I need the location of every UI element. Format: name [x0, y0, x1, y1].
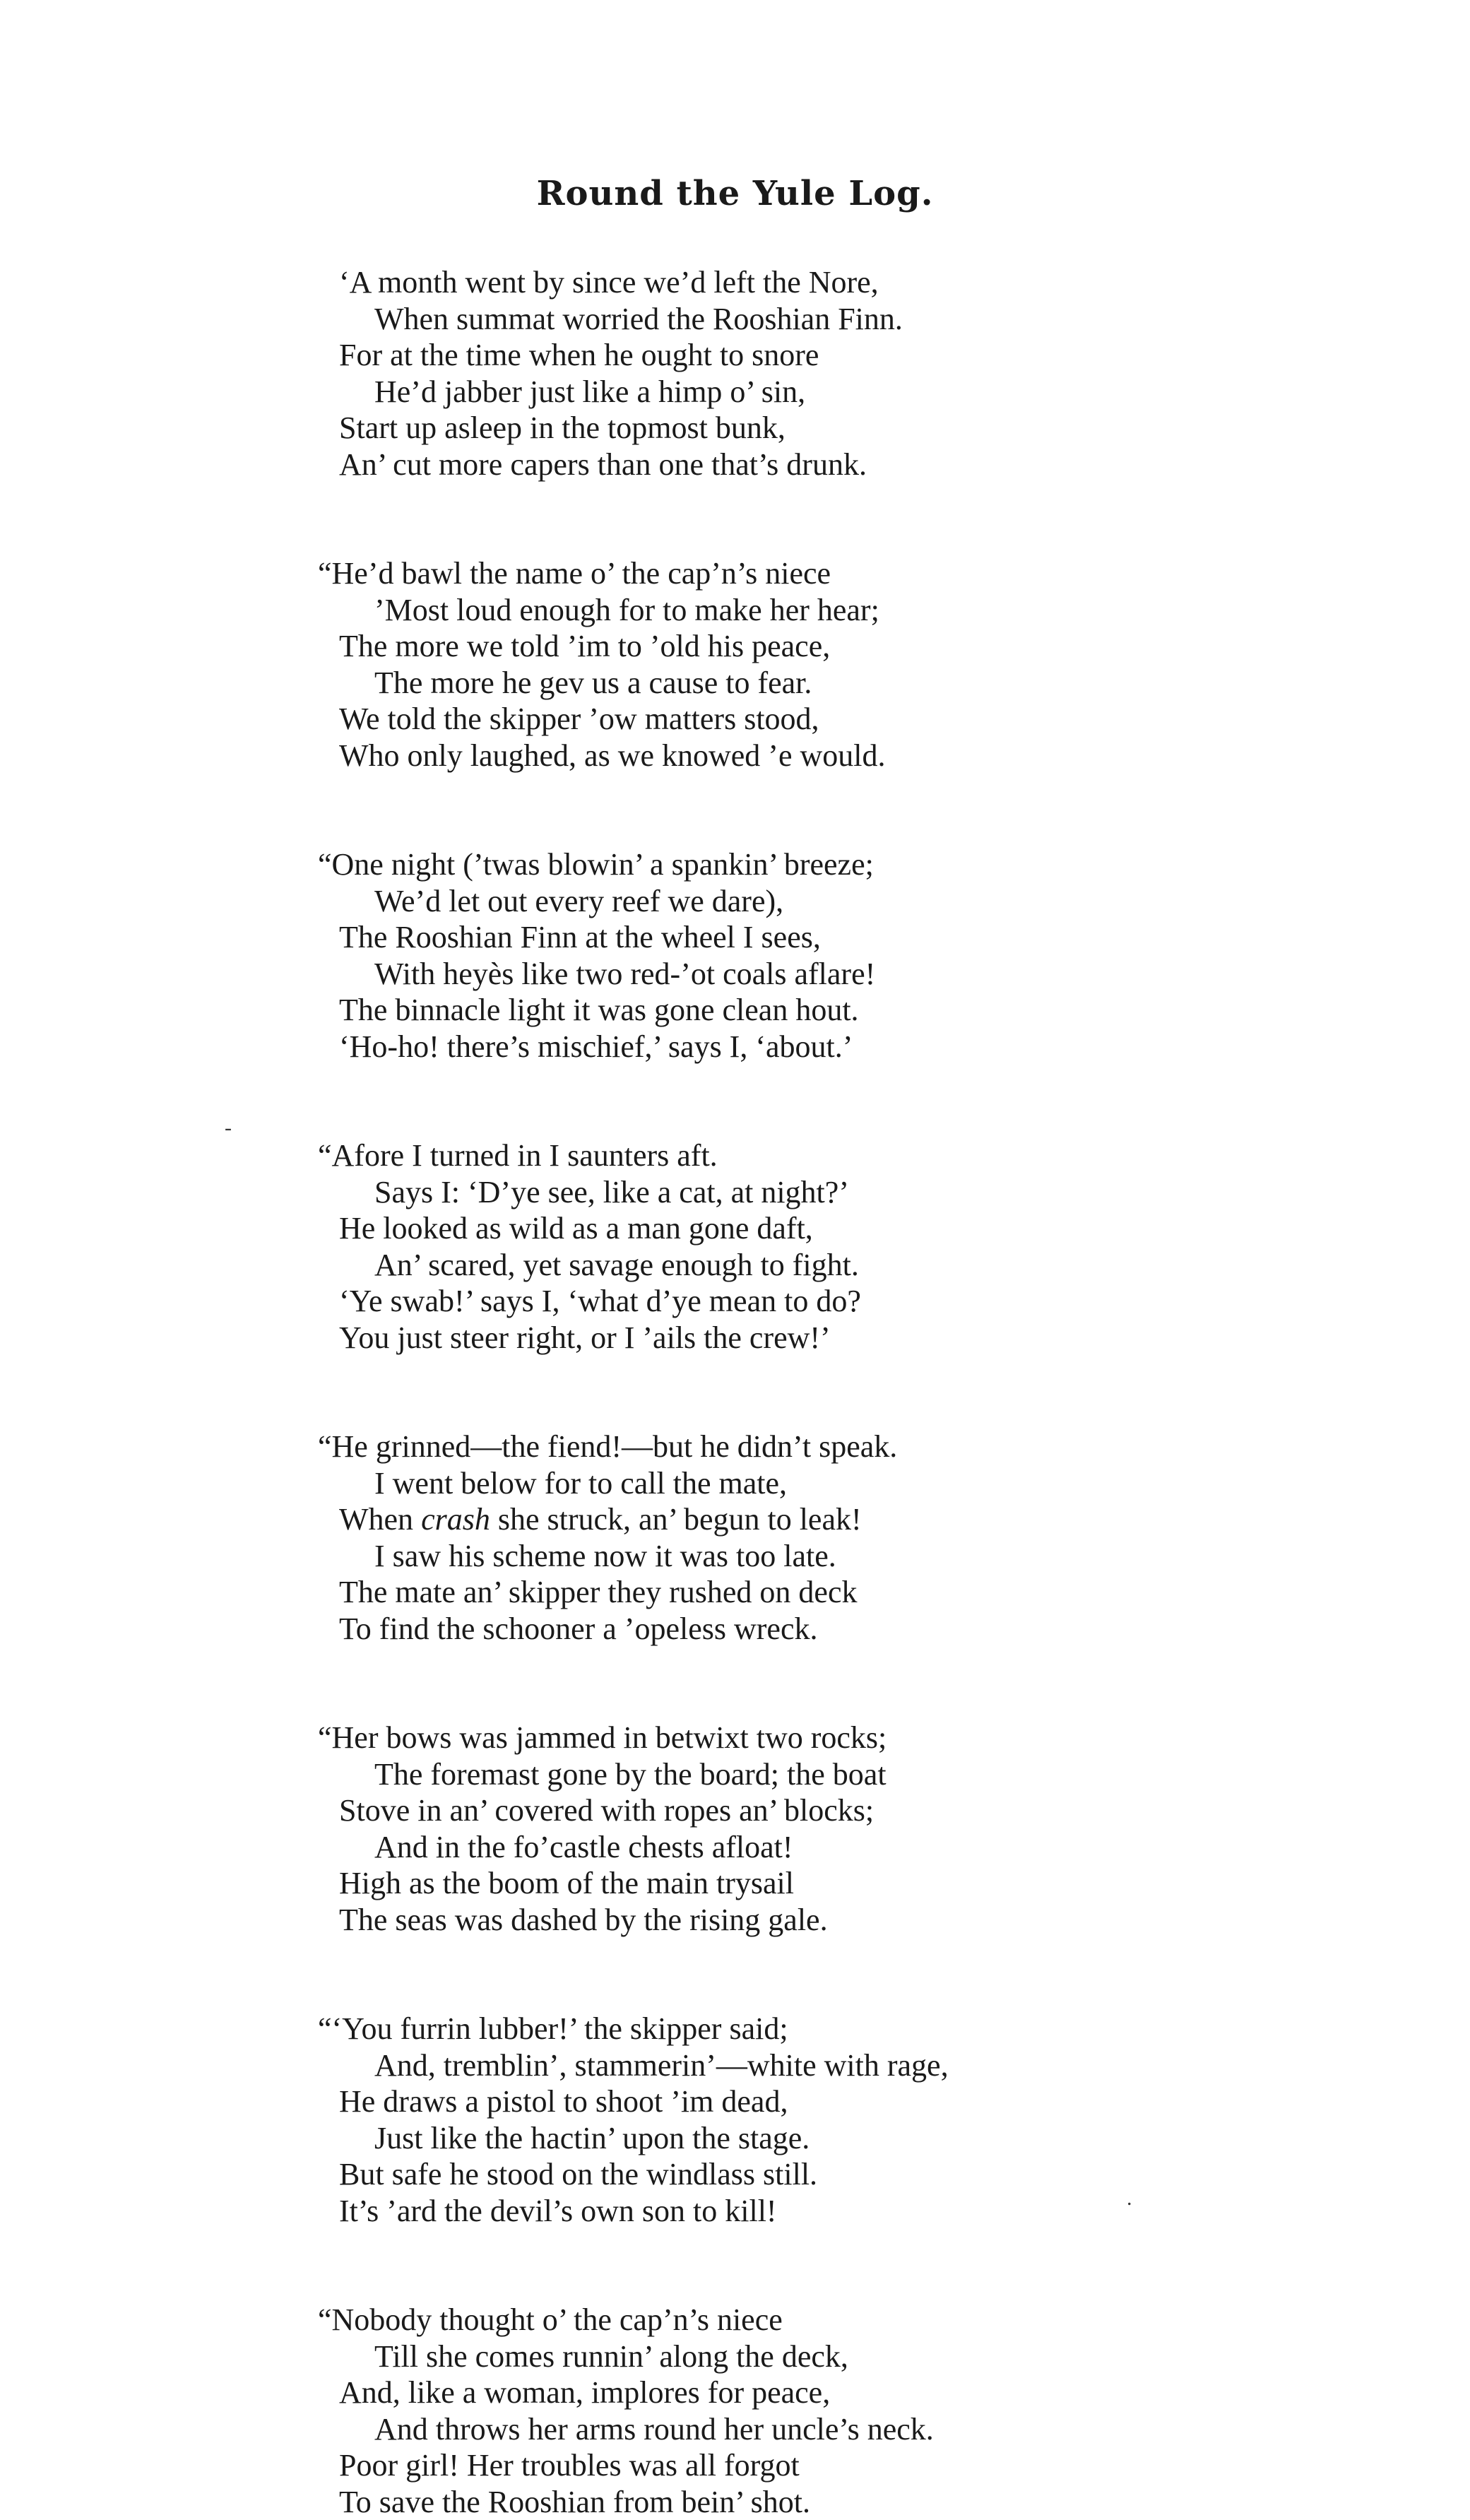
- poem-line: And, tremblin’, stammerin’—white with rage,: [339, 2047, 1257, 2084]
- poem-line: High as the boom of the main trysail: [339, 1865, 1257, 1902]
- poem-line: Stove in an’ covered with ropes an’ blocks;: [339, 1792, 1257, 1829]
- poem-line: You just steer right, or I ’ails the crew!’: [339, 1320, 1257, 1356]
- poem-line: “He grinned—the fiend!—but he didn’t speak.: [318, 1428, 1257, 1465]
- poem-line: “Her bows was jammed in betwixt two rocks;: [318, 1720, 1257, 1756]
- poem-line: He draws a pistol to shoot ’im dead,: [339, 2083, 1257, 2120]
- poem-line: When summat worried the Rooshian Finn.: [339, 301, 1257, 338]
- stanza-7: [339, 2011, 1257, 2229]
- poem-line: “Nobody thought o’ the cap’n’s niece: [318, 2302, 1257, 2338]
- poem-line: “One night (’twas blowin’ a spankin’ breeze;: [318, 846, 1257, 883]
- poem-line: An’ cut more capers than one that’s drunk.: [339, 446, 1257, 483]
- poem-line: But safe he stood on the windlass still.: [339, 2156, 1257, 2193]
- stanza-2: [339, 555, 1257, 774]
- poem-line: And in the fo’castle chests afloat!: [339, 1829, 1257, 1866]
- poem-line: The foremast gone by the board; the boat: [339, 1756, 1257, 1793]
- poem-line: He looked as wild as a man gone daft,: [339, 1210, 1257, 1247]
- poem-line: The mate an’ skipper they rushed on deck: [339, 1574, 1257, 1611]
- page-title: Round the Yule Log.: [0, 174, 1470, 213]
- poem-line: And throws her arms round her uncle’s neck.: [339, 2411, 1257, 2448]
- poem-line: ‘Ho-ho! there’s mischief,’ says I, ‘about.’: [339, 1029, 1257, 1065]
- stanza-4: [339, 1137, 1257, 1356]
- poem-line: “‘You furrin lubber!’ the skipper said;: [318, 2011, 1257, 2047]
- poem-line: ‘Ye swab!’ says I, ‘what d’ye mean to do?: [339, 1283, 1257, 1320]
- poem-line: We’d let out every reef we dare),: [339, 883, 1257, 920]
- poem-line: “Afore I turned in I saunters aft.: [318, 1137, 1257, 1174]
- stanza-8: [339, 2302, 1257, 2520]
- poem-line: An’ scared, yet savage enough to fight.: [339, 1247, 1257, 1284]
- poem-line: The Rooshian Finn at the wheel I sees,: [339, 919, 1257, 956]
- poem-line: ’Most loud enough for to make her hear;: [339, 592, 1257, 629]
- poem-line: Says I: ‘D’ye see, like a cat, at night?’: [339, 1174, 1257, 1211]
- margin-mark: .: [1127, 2187, 1132, 2211]
- margin-mark: -: [225, 1116, 232, 1140]
- poem-line: “He’d bawl the name o’ the cap’n’s niece: [318, 555, 1257, 592]
- stanza-3: [339, 846, 1257, 1065]
- poem-line: For at the time when he ought to snore: [339, 337, 1257, 374]
- poem-line: I went below for to call the mate,: [339, 1465, 1257, 1502]
- poem-line: To save the Rooshian from bein’ shot.: [339, 2484, 1257, 2520]
- poem-line: To find the schooner a ’opeless wreck.: [339, 1611, 1257, 1648]
- poem-line: The binnacle light it was gone clean hout.: [339, 992, 1257, 1029]
- poem-line: With heyès like two red-’ot coals aflare!: [339, 956, 1257, 993]
- poem-line: We told the skipper ’ow matters stood,: [339, 701, 1257, 738]
- poem-line: Poor girl! Her troubles was all forgot: [339, 2447, 1257, 2484]
- stanza-1: [339, 264, 1257, 483]
- poem-line: It’s ’ard the devil’s own son to kill!: [339, 2193, 1257, 2230]
- stanza-6: [339, 1720, 1257, 1938]
- poem-line: Just like the hactin’ upon the stage.: [339, 2120, 1257, 2157]
- poem-line: When crash she struck, an’ begun to leak!: [339, 1501, 1257, 1538]
- poem: [339, 264, 1257, 2520]
- poem-line: The more he gev us a cause to fear.: [339, 665, 1257, 702]
- poem-line: I saw his scheme now it was too late.: [339, 1538, 1257, 1575]
- poem-line: ‘A month went by since we’d left the Nore,: [339, 264, 1257, 301]
- poem-line: Start up asleep in the topmost bunk,: [339, 410, 1257, 446]
- poem-line: And, like a woman, implores for peace,: [339, 2374, 1257, 2411]
- poem-line: The seas was dashed by the rising gale.: [339, 1902, 1257, 1939]
- stanza-5: [339, 1428, 1257, 1647]
- poem-line: Till she comes runnin’ along the deck,: [339, 2338, 1257, 2375]
- poem-line: He’d jabber just like a himp o’ sin,: [339, 374, 1257, 410]
- poem-line: The more we told ’im to ’old his peace,: [339, 628, 1257, 665]
- emphasis-word: crash: [421, 1502, 490, 1537]
- poem-line: Who only laughed, as we knowed ’e would.: [339, 738, 1257, 774]
